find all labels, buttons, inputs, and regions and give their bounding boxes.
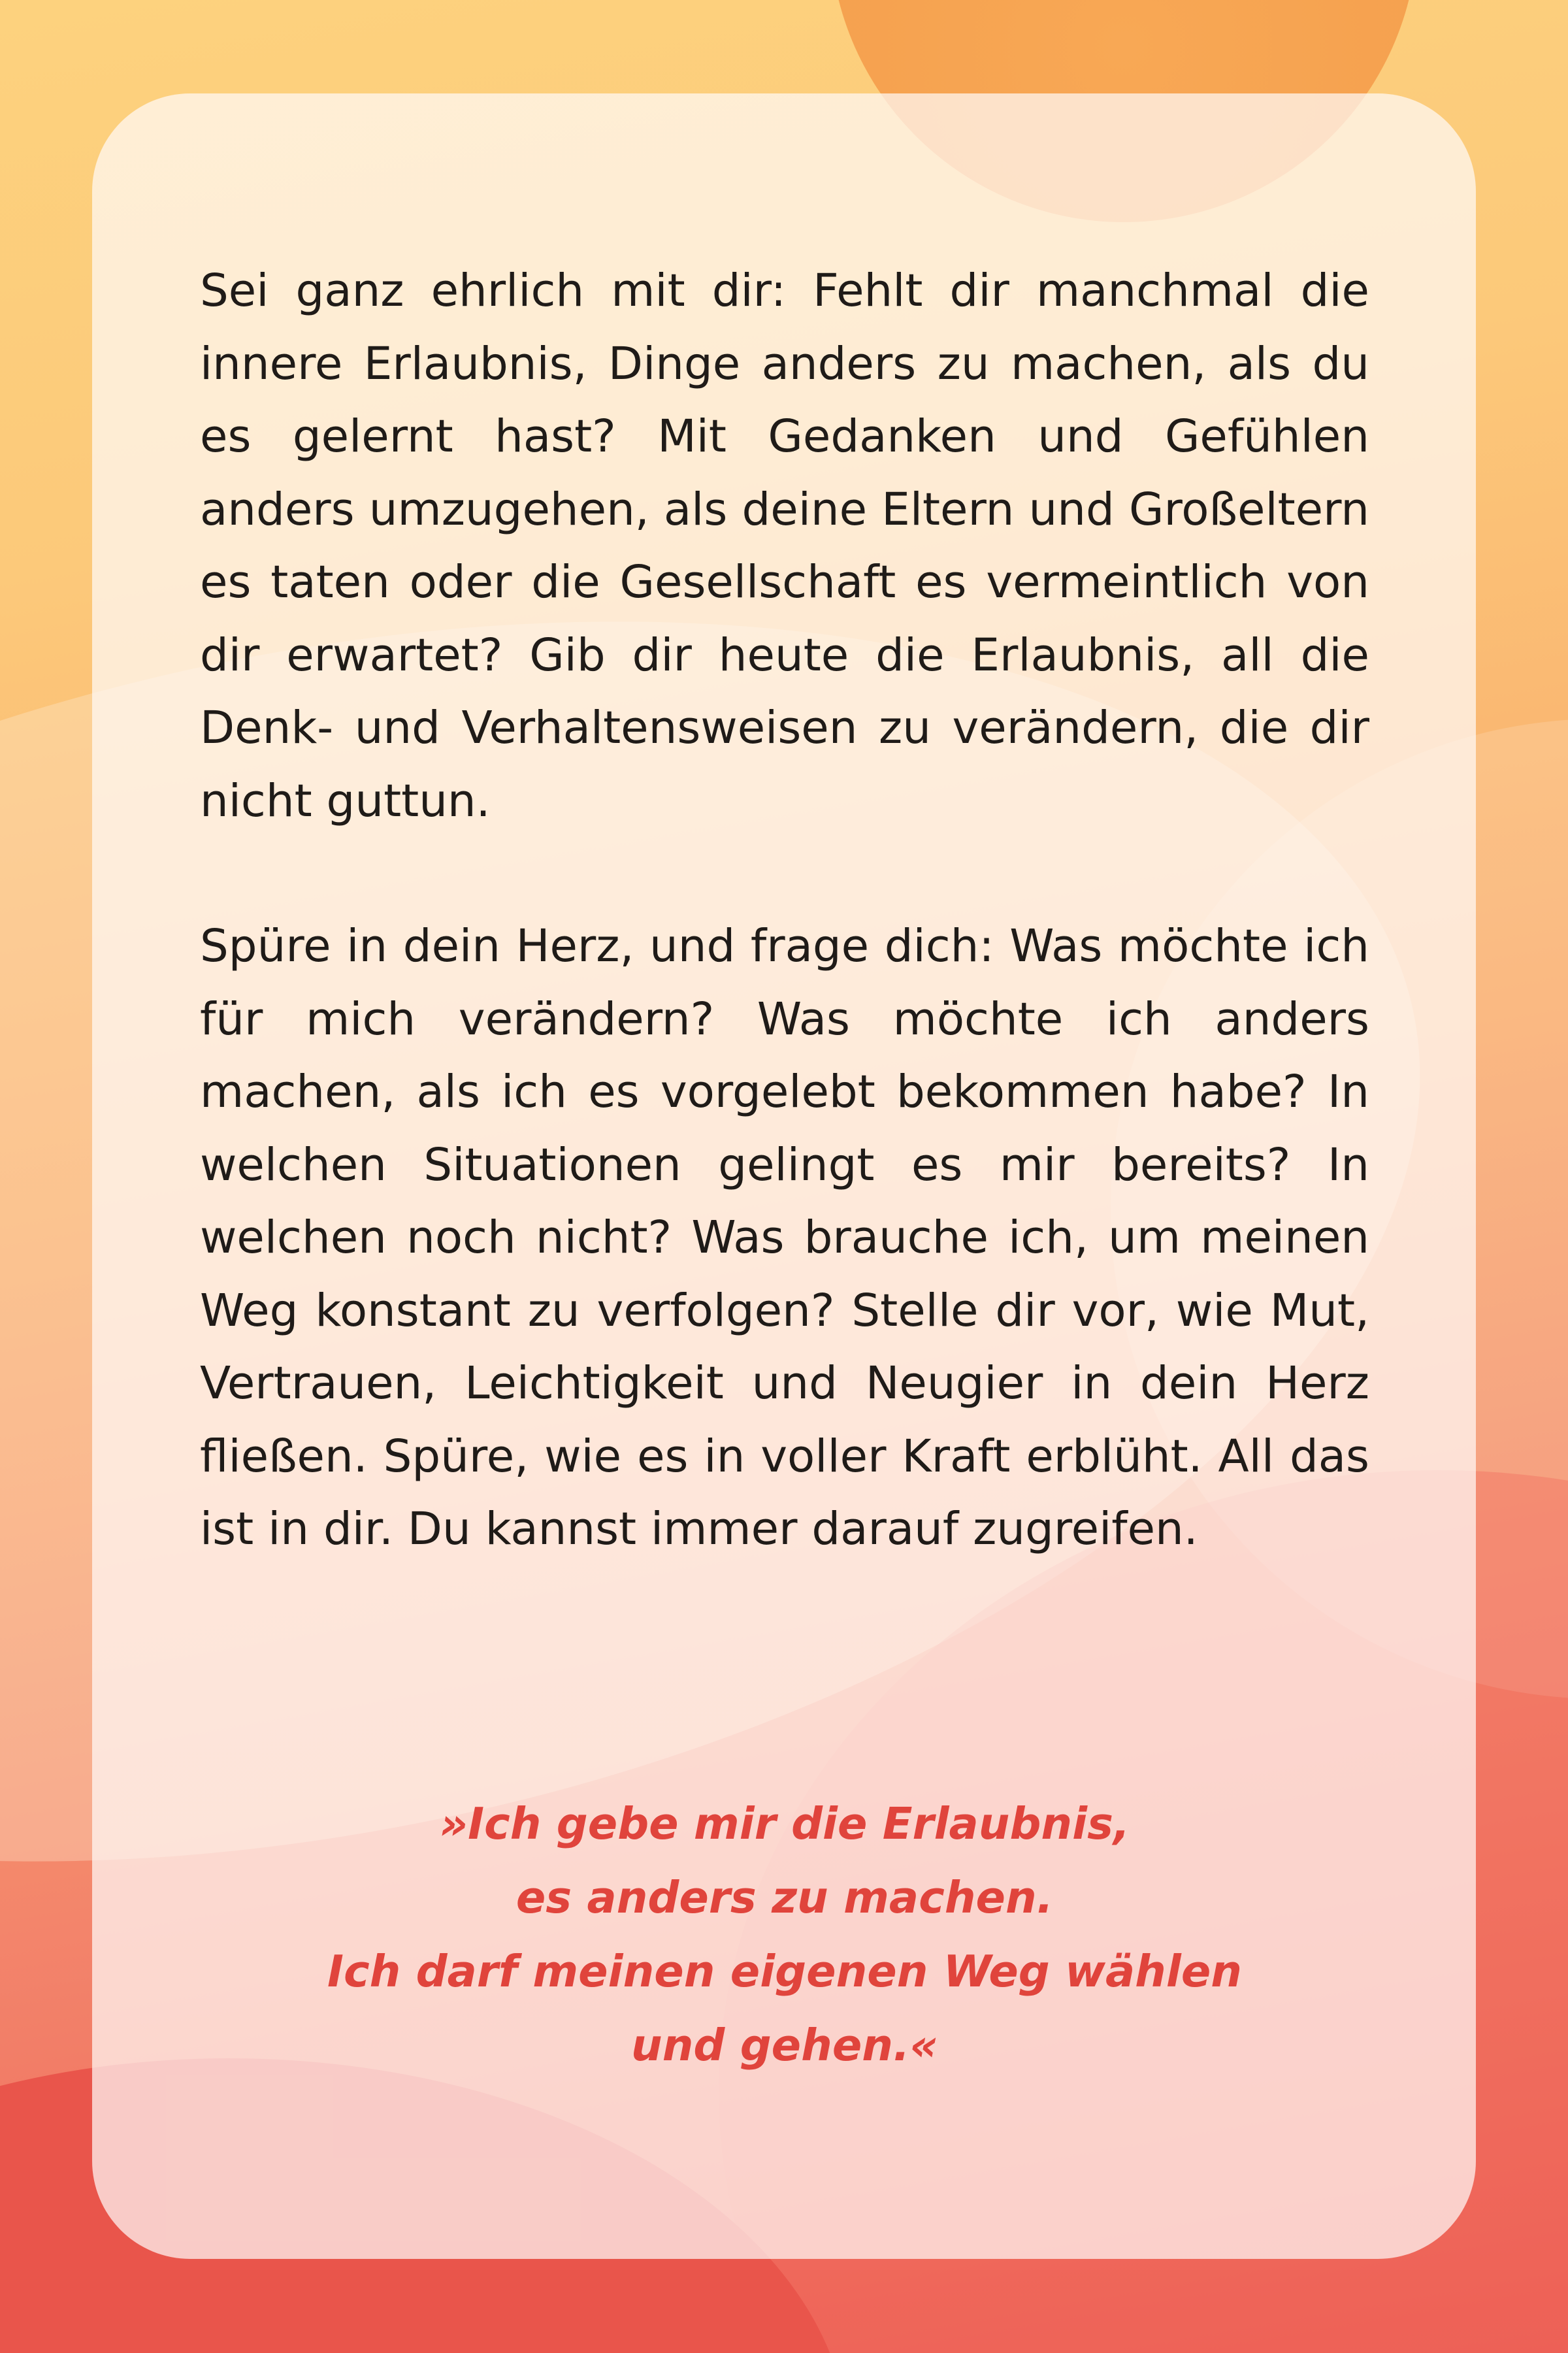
- card-body: [200, 255, 1369, 1566]
- affirmation-quote: [200, 1787, 1369, 2082]
- paragraph-exercise: Spüre in dein Herz, und frage dich: Was möchte ich für mich verändern? Was möchte ich anders machen, als ich es vorgelebt bekommen habe? In welchen Situationen gelingt es mir bereits? In welchen noch nicht? Was brauche ich, um meinen Weg konstant zu verfolgen? Stelle dir vor, wie Mut, Vertrauen, Leichtigkeit und Neugier in dein Herz fließen. Spüre, wie es in voller Kraft erblüht. All das ist in dir. Du kannst immer darauf zugreifen.: [200, 920, 1369, 1555]
- affirmation-line: »Ich gebe mir die Erlaubnis,: [439, 1798, 1130, 1849]
- affirmation-line: es anders zu machen.: [515, 1872, 1054, 1923]
- paragraph-reflection: Sei ganz ehrlich mit dir: Fehlt dir manchmal die innere Erlaubnis, Dinge anders zu machen, als du es gelernt hast? Mit Gedanken und Gefühlen anders umzugehen, als deine Eltern und Großeltern es taten oder die Gesellschaft es vermeintlich von dir erwartet? Gib dir heute die Erlaubnis, all die Denk- und Verhaltensweisen zu verändern, die dir nicht guttun.: [200, 265, 1369, 827]
- affirmation-line: und gehen.«: [631, 2020, 938, 2071]
- affirmation-line: Ich darf meinen eigenen Weg wählen: [327, 1946, 1242, 1997]
